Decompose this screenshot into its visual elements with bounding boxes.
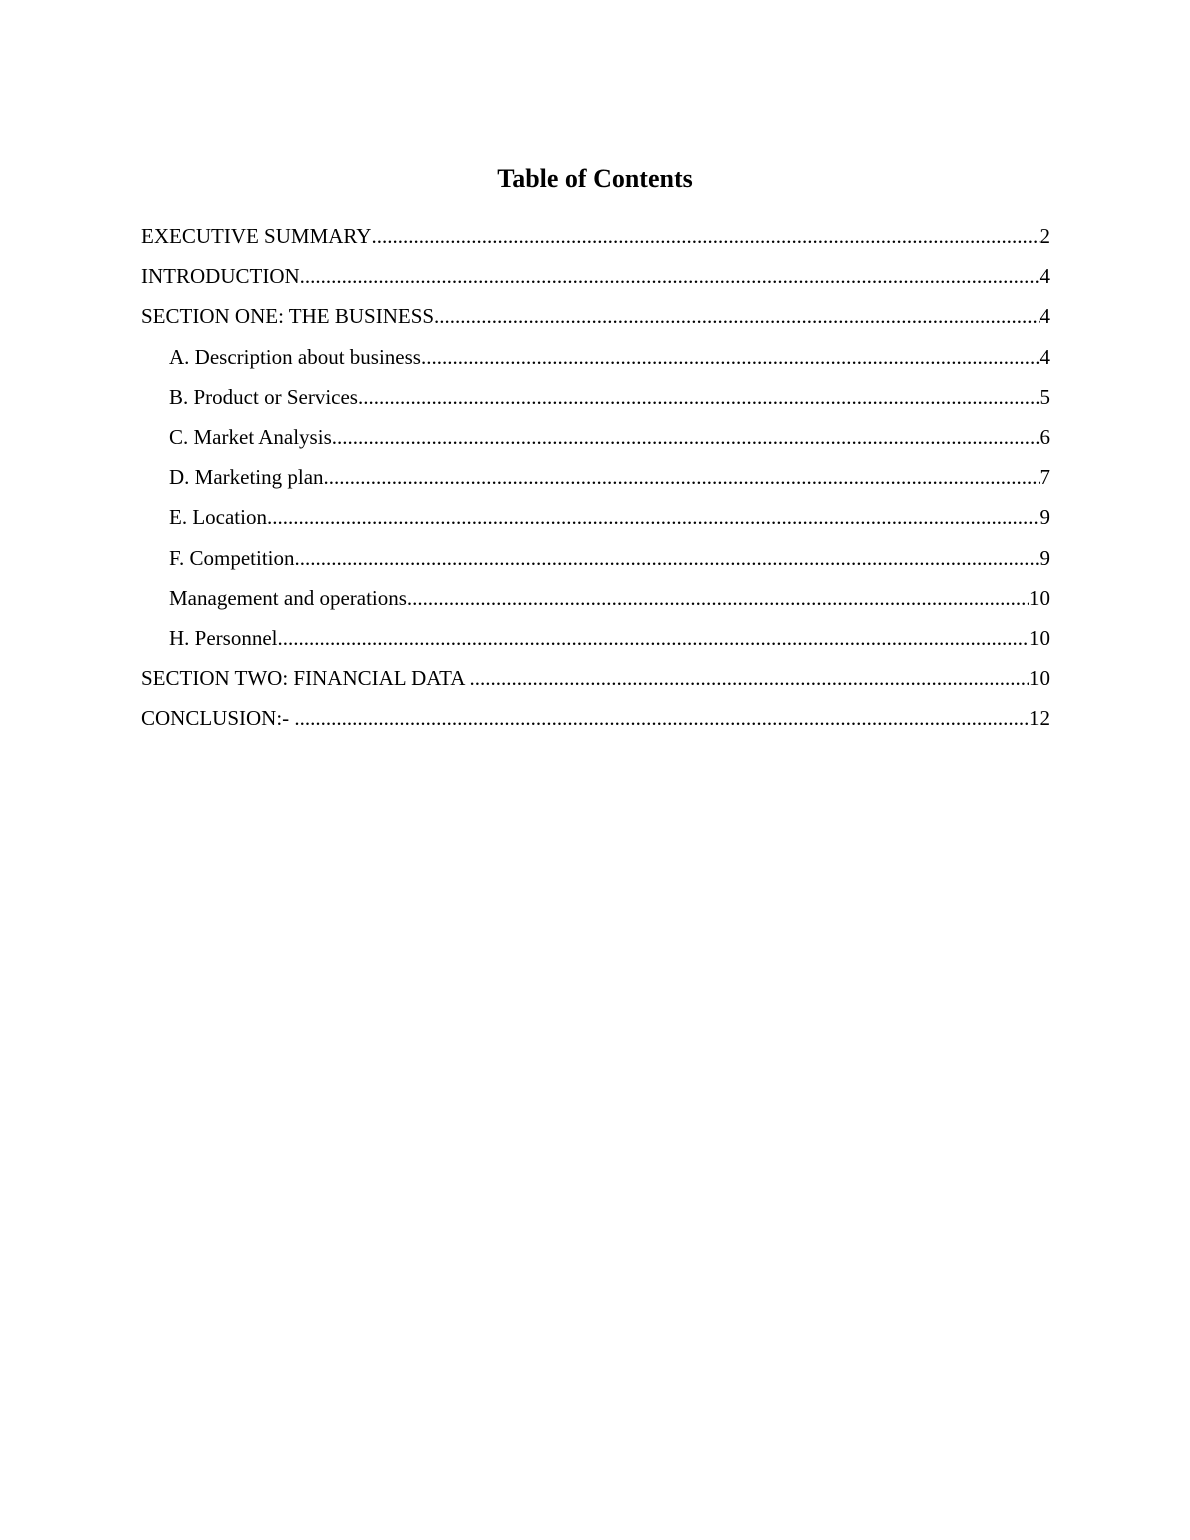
toc-entry-label: Management and operations — [169, 585, 407, 610]
toc-page-number: 10 — [1029, 625, 1050, 650]
toc-entry-product-services[interactable] — [141, 381, 1050, 421]
toc-entry-label: EXECUTIVE SUMMARY — [141, 224, 372, 248]
toc-entry-label: B. Product or Services — [169, 384, 358, 409]
toc-entry-marketing-plan[interactable] — [141, 461, 1050, 501]
toc-entry-personnel[interactable] — [141, 622, 1050, 662]
toc-dot-leader — [358, 381, 1040, 413]
toc-dot-leader — [278, 622, 1030, 654]
toc-page-number: 12 — [1029, 706, 1050, 731]
toc-dot-leader — [324, 461, 1040, 493]
toc-entry-section-two[interactable] — [141, 662, 1050, 702]
toc-dot-leader — [421, 341, 1040, 373]
toc-dot-leader — [371, 220, 1039, 252]
toc-dot-leader — [294, 702, 1029, 734]
toc-entry-label: SECTION TWO: FINANCIAL DATA — [141, 666, 470, 691]
toc-dot-leader — [407, 582, 1029, 614]
toc-entry-label: A. Description about business — [169, 344, 421, 369]
toc-entry-label: H. Personnel — [169, 625, 278, 650]
toc-entry-introduction[interactable] — [141, 260, 1050, 300]
toc-entry-label: F. Competition — [169, 545, 295, 570]
toc-page-number: 9 — [1039, 505, 1050, 530]
toc-page-number: 10 — [1029, 585, 1050, 610]
toc-page-number: 10 — [1029, 666, 1050, 691]
toc-entry-location[interactable] — [141, 501, 1050, 541]
toc-entry-conclusion[interactable] — [141, 702, 1050, 742]
toc-entry-section-one[interactable] — [141, 300, 1050, 340]
toc-dot-leader — [295, 542, 1040, 574]
toc-page-number: 9 — [1039, 545, 1050, 570]
toc-dot-leader — [267, 501, 1040, 533]
toc-entry-label: SECTION ONE: THE BUSINESS — [141, 304, 435, 329]
toc-entry-label: E. Location — [169, 505, 267, 530]
toc-dot-leader — [332, 421, 1040, 453]
toc-entry-label: CONCLUSION:- — [141, 706, 295, 731]
toc-page-number: 7 — [1039, 465, 1050, 490]
toc-page-number: 5 — [1039, 384, 1050, 409]
toc-entry-executive-summary[interactable] — [141, 220, 1050, 260]
toc-page-number: 4 — [1039, 264, 1050, 289]
toc-list — [141, 220, 1050, 742]
toc-entry-market-analysis[interactable] — [141, 421, 1050, 461]
toc-page-number: 6 — [1039, 424, 1050, 449]
toc-title: Table of Contents — [497, 164, 693, 193]
toc-dot-leader — [469, 662, 1029, 694]
toc-dot-leader — [434, 300, 1039, 332]
toc-entry-management-operations[interactable] — [141, 582, 1050, 622]
toc-page-number: 4 — [1039, 304, 1050, 329]
toc-entry-label: INTRODUCTION — [141, 264, 300, 289]
toc-entry-competition[interactable] — [141, 542, 1050, 582]
toc-dot-leader — [300, 260, 1040, 292]
toc-page-number: 4 — [1039, 344, 1050, 369]
toc-entry-label: D. Marketing plan — [169, 465, 324, 490]
toc-entry-label: C. Market Analysis — [169, 424, 332, 449]
toc-page-number: 2 — [1039, 224, 1050, 248]
toc-entry-description[interactable] — [141, 341, 1050, 381]
